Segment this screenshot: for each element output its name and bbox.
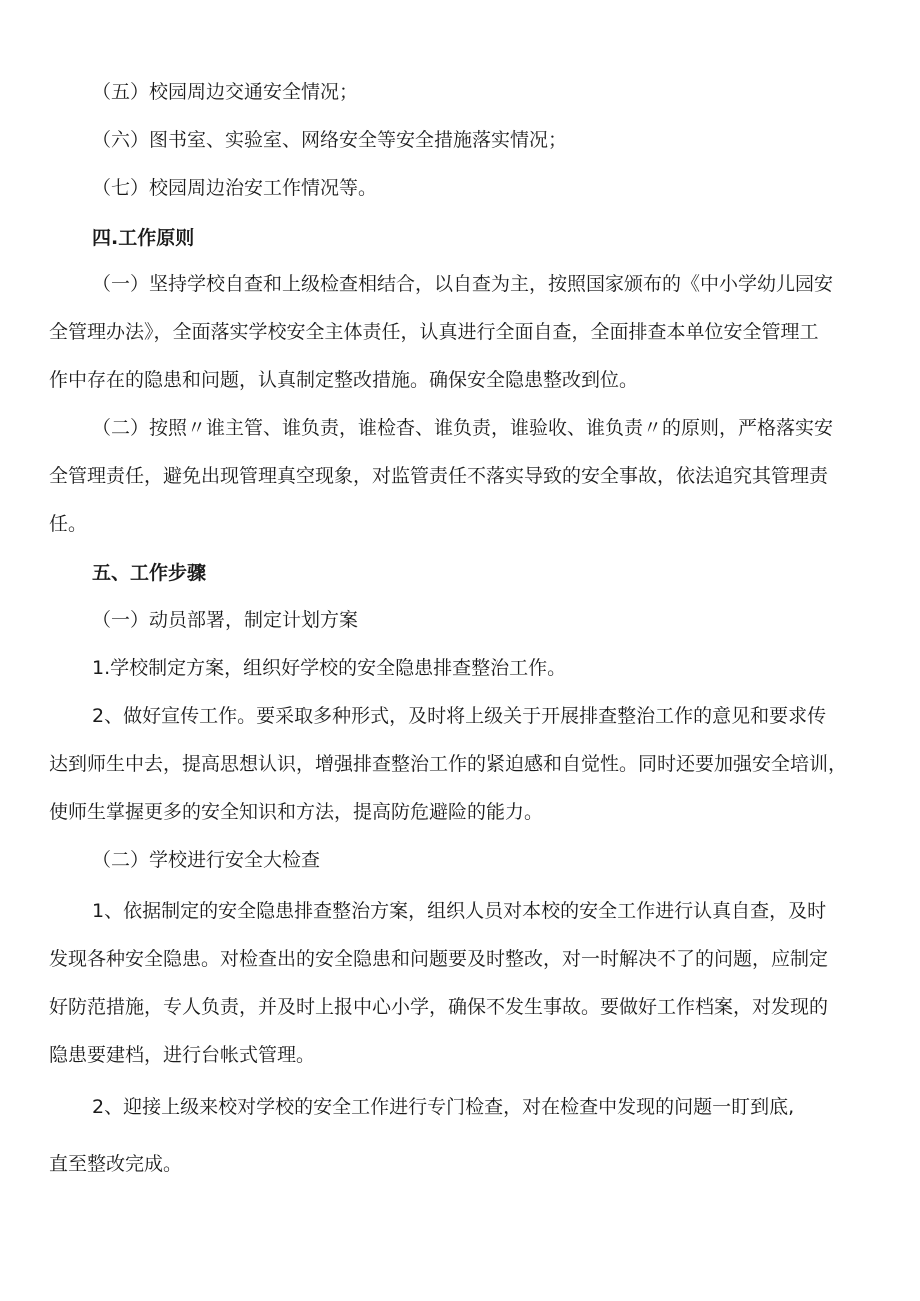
step-1-2-line-3: 使师生掌握更多的安全知识和方法，提高防危避险的能力。 bbox=[49, 801, 544, 823]
principle-1-line-1: （一）坚持学校自查和上级检查相结合，以自查为主，按照国家颁布的《中小学幼儿园安 bbox=[92, 273, 834, 295]
step-2-1-line-1: 1、依据制定的安全隐患排查整治方案，组织人员对本校的安全工作进行认真自查，及时 bbox=[92, 900, 827, 922]
step-1-2-line-2: 达到师生中去，提高思想认识，增强排查整治工作的紧迫感和自觉性。同时还要加强安全培训， bbox=[49, 753, 848, 775]
principle-2-line-3: 任。 bbox=[49, 513, 88, 535]
step-1-2-line-1: 2、做好宣传工作。要采取多种形式，及时将上级关于开展排查整治工作的意见和要求传 bbox=[92, 705, 827, 727]
step-2-1-line-4: 隐患要建档，进行台帐式管理。 bbox=[49, 1044, 316, 1066]
step-sub-1: （一）动员部署，制定计划方案 bbox=[92, 609, 359, 631]
item-7: （七）校园周边治安工作情况等。 bbox=[92, 177, 378, 199]
principle-2-line-1: （二）按照〃谁主管、谁负责，谁检杳、谁负责，谁验收、谁负责〃的原则，严格落实安 bbox=[92, 417, 834, 439]
section-heading-principles: 四.工作原则 bbox=[92, 227, 195, 249]
principle-1-line-2: 全管理办法》，全面落实学校安全主体责任，认真进行全面自查，全面排查本单位安全管理工 bbox=[49, 321, 819, 343]
step-2-2-line-1: 2、迎接上级来校对学校的安全工作进行专门检查，对在检查中发现的问题一盯到底, bbox=[92, 1096, 795, 1118]
item-6: （六）图书室、实验室、网络安全等安全措施落实情况； bbox=[92, 129, 568, 151]
step-2-2-line-2: 直至整改完成。 bbox=[49, 1153, 183, 1175]
principle-1-line-3: 作中存在的隐患和问题，认真制定整改措施。确保安全隐患整改到位。 bbox=[49, 369, 639, 391]
principle-2-line-2: 全管理责任，避免出现管理真空现象，对监管责任不落实导致的安全事故，依法追究其管理责 bbox=[49, 465, 829, 487]
step-2-1-line-2: 发现各种安全隐患。对检查出的安全隐患和问题要及时整改，对一时解决不了的问题，应制定 bbox=[49, 948, 829, 970]
section-heading-steps: 五、工作步骤 bbox=[92, 562, 207, 584]
step-sub-2: （二）学校进行安全大检查 bbox=[92, 849, 321, 871]
item-5: （五）校园周边交通安全情况； bbox=[92, 81, 359, 103]
step-2-1-line-3: 好防范措施，专人负责，并及时上报中心小学，确保不发生事故。要做好工作档案，对发现的 bbox=[49, 996, 829, 1018]
step-1-1: 1.学校制定方案，组织好学校的安全隐患排查整治工作。 bbox=[92, 657, 567, 679]
